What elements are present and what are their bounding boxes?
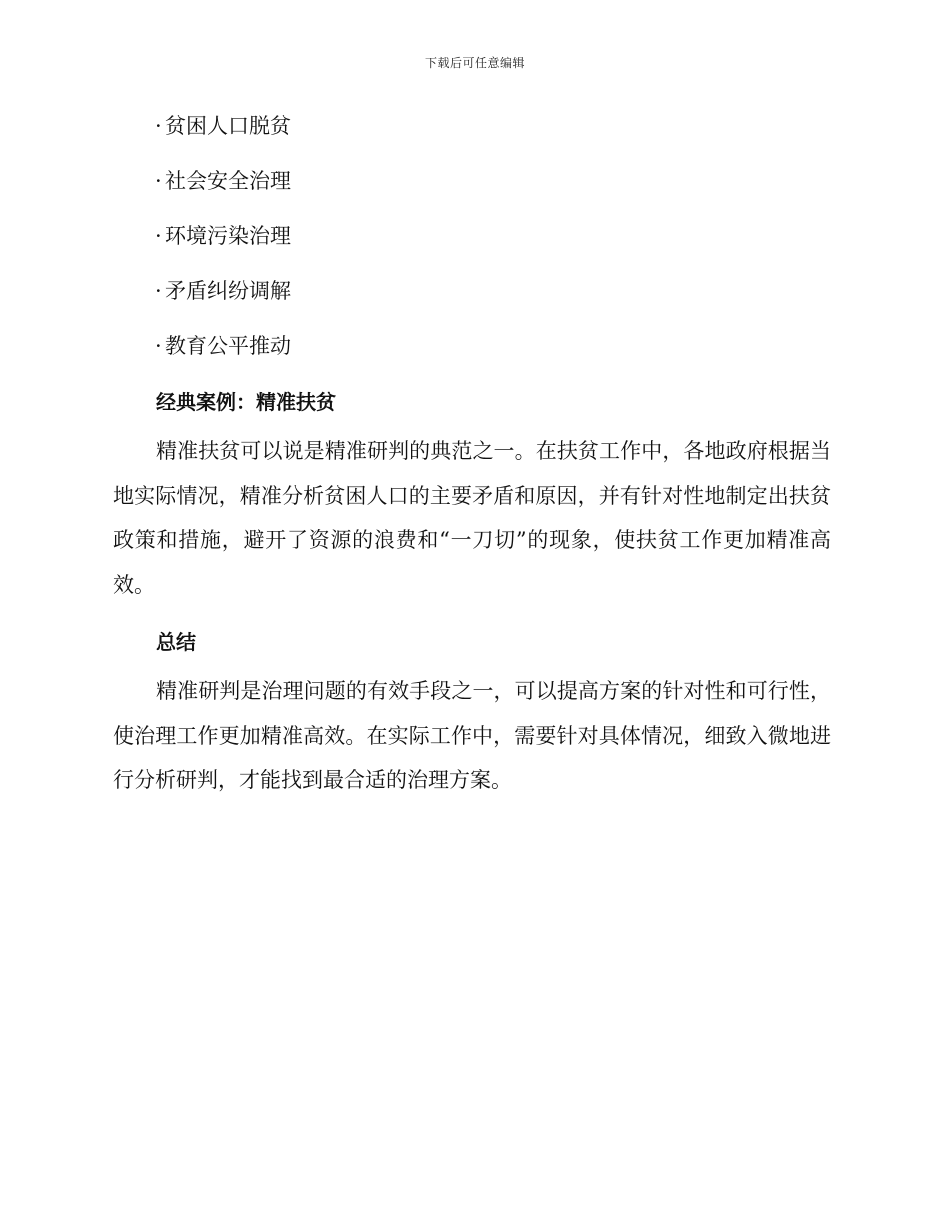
bullet-dot: ·	[155, 279, 162, 303]
list-item	[113, 328, 831, 365]
bullet-dot: ·	[155, 224, 162, 248]
page-header-note: 下载后可任意编辑	[424, 56, 525, 70]
bullet-dot: ·	[155, 169, 162, 193]
document-body	[113, 108, 831, 803]
list-item-text: 矛盾纠纷调解	[165, 279, 291, 303]
case-paragraph: 精准扶贫可以说是精准研判的典范之一。在扶贫工作中，各地政府根据当地实际情况，精准分析贫困人口的主要矛盾和原因，并有针对性地制定出扶贫政策和措施，避开了资源的浪费和“一刀切”的现象，使扶贫工作更加精准高效。	[113, 439, 831, 597]
summary-heading: 总结	[156, 630, 196, 654]
list-item-text: 贫困人口脱贫	[165, 114, 291, 138]
list-item-text: 教育公平推动	[165, 334, 291, 358]
list-item-text: 社会安全治理	[165, 169, 291, 193]
bullet-dot: ·	[155, 334, 162, 358]
list-item-text: 环境污染治理	[165, 224, 291, 248]
list-item	[113, 108, 831, 145]
bullet-list	[113, 108, 831, 365]
list-item	[113, 273, 831, 310]
summary-paragraph: 精准研判是治理问题的有效手段之一，可以提高方案的针对性和可行性，使治理工作更加精准高效。在实际工作中，需要针对具体情况，细致入微地进行分析研判，才能找到最合适的治理方案。	[113, 679, 831, 792]
bullet-dot: ·	[155, 114, 162, 138]
case-heading: 经典案例：精准扶贫	[156, 390, 336, 414]
list-item	[113, 163, 831, 200]
list-item	[113, 218, 831, 255]
